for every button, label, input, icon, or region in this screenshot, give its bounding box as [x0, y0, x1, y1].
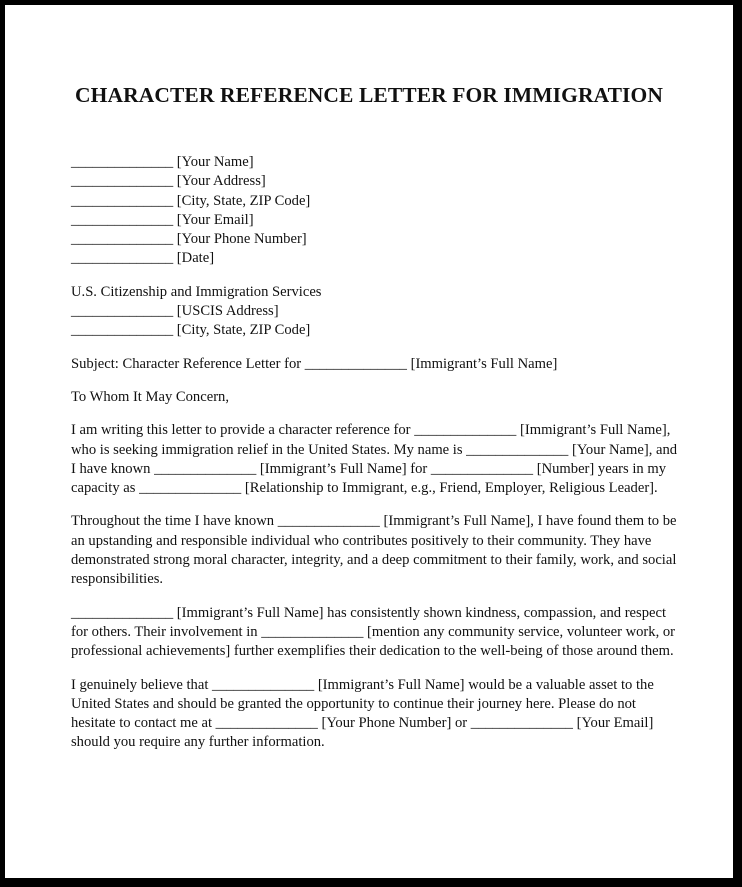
letter-title: CHARACTER REFERENCE LETTER FOR IMMIGRATION	[75, 83, 663, 107]
paragraph-line: United States and should be granted the opportunity to continue their journey here. Please do not	[71, 695, 636, 712]
paragraph-line: responsibilities.	[71, 571, 164, 588]
paragraph-line: demonstrated strong moral character, integrity, and a deep commitment to their family, work, and social	[71, 552, 677, 569]
salutation: To Whom It May Concern,	[71, 388, 229, 405]
sender-block	[71, 153, 677, 269]
subject-line: Subject: Character Reference Letter for ______________ [Immigrant’s Full Name]	[71, 355, 558, 372]
sender-date-line: ______________ [Date]	[71, 250, 215, 267]
recipient-agency-line: U.S. Citizenship and Immigration Services	[71, 283, 322, 300]
paragraph-line: should you require any further information.	[71, 734, 325, 751]
paragraph-line: for others. Their involvement in ______________ [mention any community service, volunteer work, or	[71, 623, 676, 640]
paragraph-line: an upstanding and responsible individual who contributes positively to their community. They have	[71, 532, 652, 549]
recipient-city-line: ______________ [City, State, ZIP Code]	[71, 322, 311, 339]
sender-city-line: ______________ [City, State, ZIP Code]	[71, 192, 311, 209]
paragraph-line: who is seeking immigration relief in the United States. My name is ______________ [Your Name], and	[71, 441, 678, 458]
paragraph-line: capacity as ______________ [Relationship to Immigrant, e.g., Friend, Employer, Religious Leader].	[71, 480, 658, 497]
sender-phone-line: ______________ [Your Phone Number]	[71, 231, 307, 248]
paragraph-2	[71, 512, 677, 589]
paragraph-line: I am writing this letter to provide a character reference for ______________ [Immigrant’s Full Name],	[71, 422, 671, 439]
paragraph-line: professional achievements] further exemplifies their dedication to the well-being of those around them.	[71, 643, 674, 660]
paragraph-3	[71, 604, 677, 662]
sender-email-line: ______________ [Your Email]	[71, 211, 254, 228]
paragraph-line: hesitate to contact me at ______________ [Your Phone Number] or ______________ [Your Email]	[71, 715, 654, 732]
letter-body	[71, 153, 677, 753]
document-page	[5, 5, 733, 878]
paragraph-1	[71, 421, 677, 498]
paragraph-line: Throughout the time I have known ______________ [Immigrant’s Full Name], I have found them to be	[71, 513, 677, 530]
paragraph-4	[71, 676, 677, 753]
sender-address-line: ______________ [Your Address]	[71, 173, 266, 190]
paragraph-line: ______________ [Immigrant’s Full Name] has consistently shown kindness, compassion, and respect	[71, 604, 667, 621]
paragraph-line: I genuinely believe that ______________ [Immigrant’s Full Name] would be a valuable asset to the	[71, 676, 654, 693]
sender-name-line: ______________ [Your Name]	[71, 154, 254, 170]
paragraph-line: I have known ______________ [Immigrant’s Full Name] for ______________ [Number] years in my	[71, 460, 667, 477]
recipient-address-line: ______________ [USCIS Address]	[71, 303, 279, 320]
recipient-block	[71, 283, 677, 341]
